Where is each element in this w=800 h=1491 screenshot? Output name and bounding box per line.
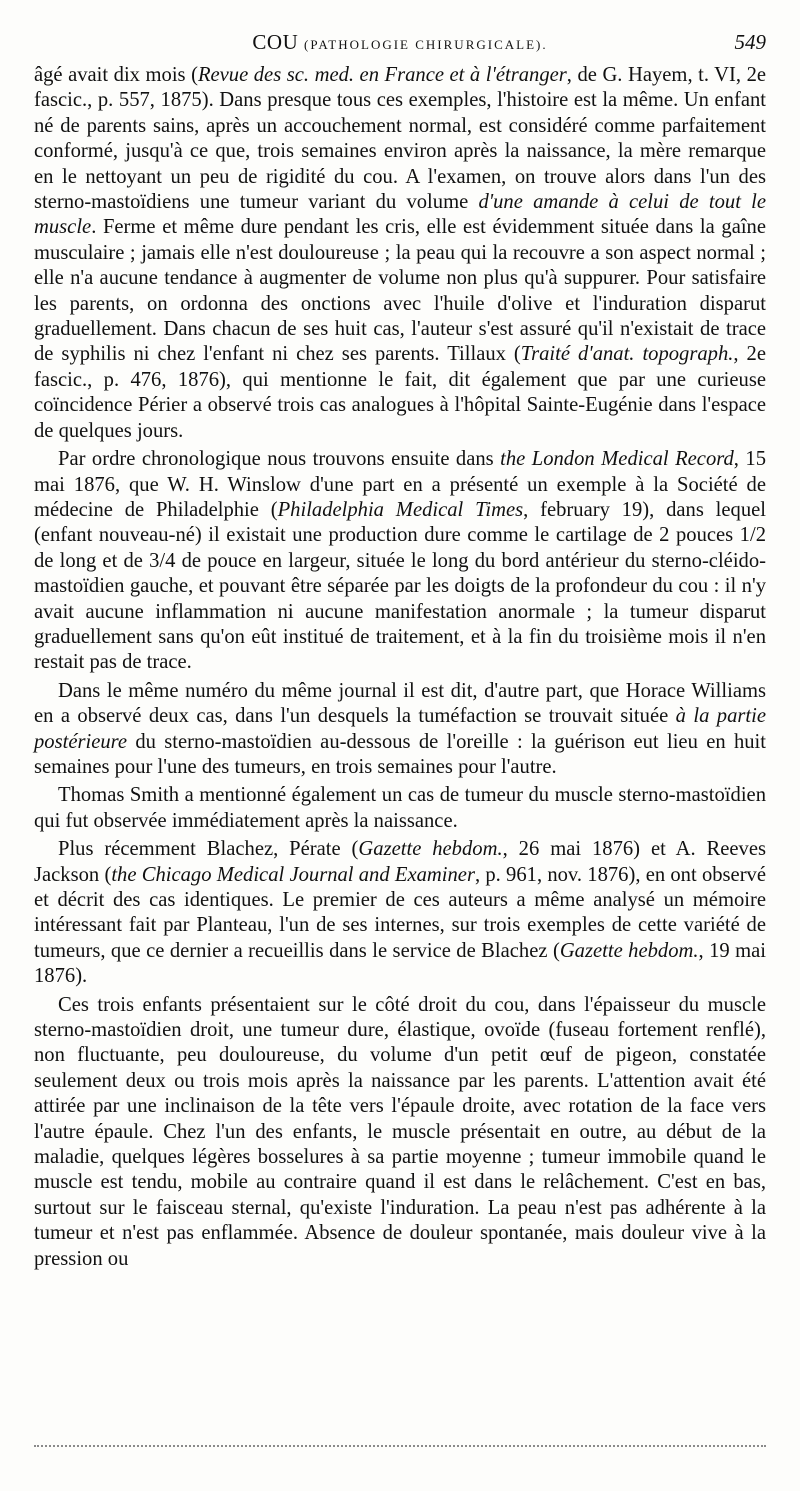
text-run: , p. 961, nov. 1876), en ont observé et décrit des cas identiques. Le premier de ces auteurs a même analysé un mémoire intéressant fait par Planteau, l'un de ses internes, sur trois exemples de cette variété de tumeurs, que ce dernier a recueillis dans le service de Blachez (: [34, 863, 766, 962]
text-run: , 19 mai 1876).: [34, 939, 767, 988]
text-run: Dans le même numéro du même journal il est dit, d'autre part, que Horace Williams en a observé deux cas, dans l'un desquels la tuméfaction se trouvait située: [34, 679, 766, 728]
text-run: , 15 mai 1876, que W. H. Winslow d'une part en a présenté un exemple à la Société de médecine de Philadelphie (: [34, 448, 766, 521]
running-header: [34, 30, 766, 56]
footer-rule: [34, 1445, 766, 1449]
text-run: . Ferme et même dure pendant les cris, elle est évidemment située dans la gaîne musculaire ; jamais elle n'est douloureuse ; la peau qui la recouvre a son aspect normal ; elle n'a aucune tendance à augmenter de volume non plus qu'à suppurer. Pour satisfaire les parents, on ordonna des onctions avec l'huile d'olive et l'induration disparut graduellement. Dans chacun de ses huit cas, l'auteur s'est assuré qu'il n'existait de trace de syphilis ni chez l'enfant ni chez ses parents. Tillaux (: [34, 216, 766, 366]
text-run: , february 19), dans lequel (enfant nouveau-né) il existait une production dure comme le cartilage de 2 pouces 1/2 de long et de 3/4 de pouce en largeur, située le long du bord antérieur du sterno-cléido-mastoïdien gauche, et pouvant être séparée par les doigts de la profondeur du cou : il n'y avait aucune inflammation ni aucune manifestation anormale ; la tumeur disparut graduellement sans qu'on eût institué de traitement, et à la fin du troisième mois il n'en restait pas de trace.: [34, 498, 766, 674]
title-sub: (PATHOLOGIE CHIRURGICALE).: [303, 37, 548, 52]
italic-run: Gazette hebdom.: [358, 838, 503, 861]
paragraph: [34, 447, 766, 676]
text-run: , 26 mai 1876) et A. Reeves Jackson (: [34, 838, 767, 886]
italic-run: d'une amande à celui de tout le muscle: [34, 191, 766, 239]
italic-run: the London Medical Record: [500, 448, 734, 471]
italic-run: à la partie postérieure: [34, 705, 766, 753]
text-run: Par ordre chronologique nous trouvons ensuite dans: [58, 448, 501, 471]
paragraph: [34, 783, 766, 834]
italic-run: Gazette hebdom.: [559, 939, 699, 962]
page-number: 549: [734, 30, 766, 54]
text-run: âgé avait dix mois (: [34, 64, 198, 86]
text-run: , 2e fascic., p. 476, 1876), qui mentionne le fait, dit également que par une curieuse coïncidence Périer a observé trois cas analogues à l'hôpital Sainte-Eugénie dans l'espace de quelques jours.: [34, 343, 766, 442]
italic-run: Revue des sc. med. en France et à l'étranger: [197, 64, 567, 86]
paragraph: [34, 63, 766, 444]
text-run: Ces trois enfants présentaient sur le côté droit du cou, dans l'épaisseur du muscle sterno-mastoïdien droit, une tumeur dure, élastique, ovoïde (fuseau fortement renflé), non fluctuante, peu douloureuse, du volume d'un petit œuf de pigeon, constatée seulement deux ou trois mois après la naissance par les parents. L'attention avait été attirée par une inclinaison de la tête vers l'épaule droite, avec rotation de la face vers l'autre épaule. Chez l'un des enfants, le muscle présentait en outre, au début de la maladie, quelques légères bosselures à sa partie moyenne ; tumeur immobile quand le muscle est tendu, mobile au contraire quand il est dans le relâchement. C'est en bas, surtout sur le faisceau sternal, qu'existe l'induration. La peau n'est pas adhérente à la tumeur et n'est pas enflammée. Absence de douleur spontanée, mais douleur vive à la pression ou: [34, 993, 766, 1270]
paragraph: [34, 837, 766, 989]
title-main: COU: [252, 30, 299, 54]
italic-run: Traité d'anat. topograph.: [520, 343, 734, 366]
page-title: [34, 30, 766, 55]
text-run: Plus récemment Blachez, Pérate (: [58, 838, 359, 861]
italic-run: Philadelphia Medical Times: [277, 498, 524, 521]
text-run: du sterno-mastoïdien au-dessous de l'oreille : la guérison eut lieu en huit semaines pour l'une des tumeurs, en trois semaines pour l'autre.: [34, 730, 766, 778]
text-run: , de G. Hayem, t. VI, 2e fascic., p. 557, 1875). Dans presque tous ces exemples, l'histoire est la même. Un enfant né de parents sains, après un accouchement normal, est considéré comme parfaitement conformé, jusqu'à ce que, trois semaines environ après la naissance, la mère remarque en le nettoyant un peu de rigidité du cou. A l'examen, on trouve alors dans l'un des sterno-mastoïdiens une tumeur variant du volume: [34, 64, 767, 214]
body-text: [34, 63, 766, 1275]
paragraph: [34, 679, 766, 781]
paragraph: [34, 993, 766, 1272]
italic-run: the Chicago Medical Journal and Examiner: [111, 863, 475, 886]
text-run: Thomas Smith a mentionné également un cas de tumeur du muscle sterno-mastoïdien qui fut observée immédiatement après la naissance.: [34, 784, 766, 832]
